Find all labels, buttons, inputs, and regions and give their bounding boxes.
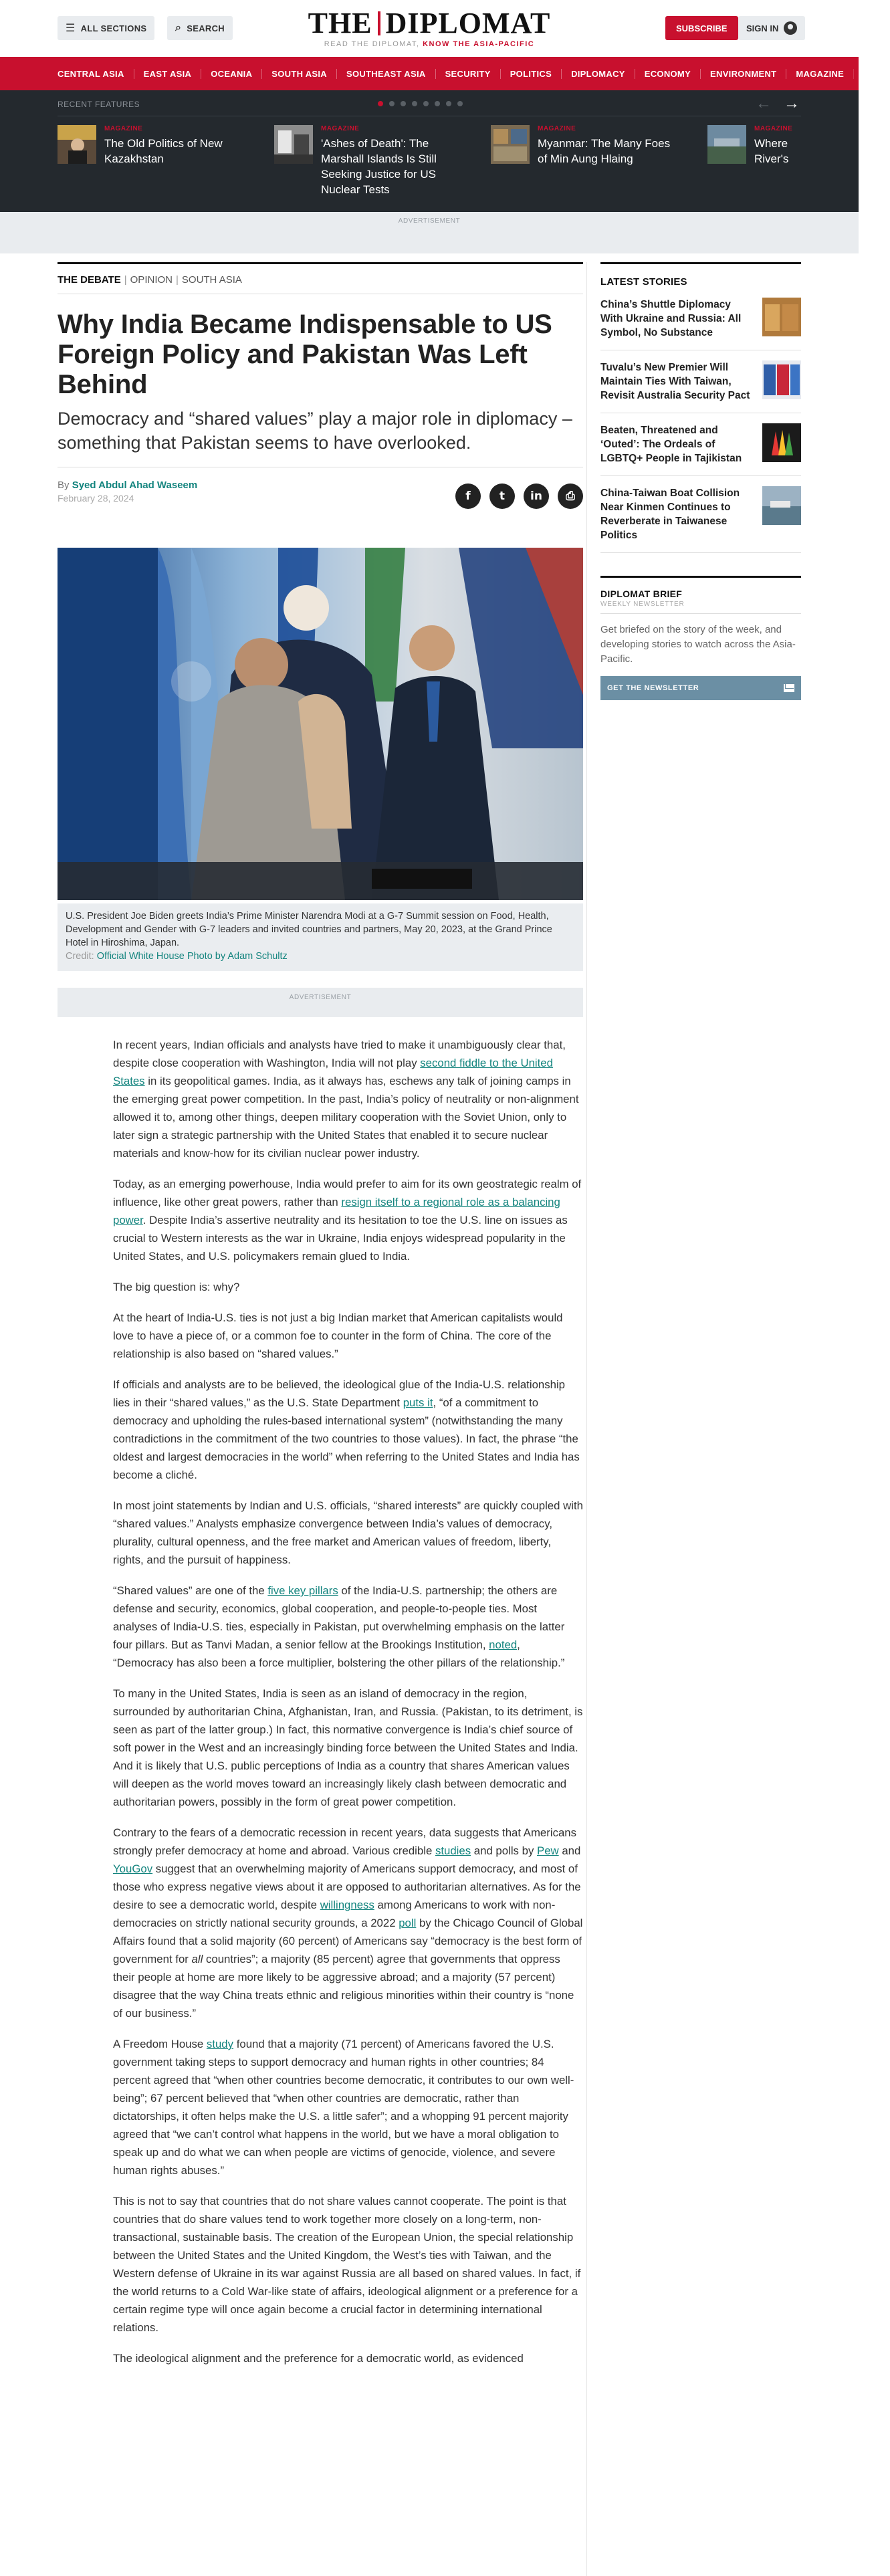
credit-link[interactable]: Official White House Photo by Adam Schultz xyxy=(96,951,288,962)
breadcrumb-type[interactable]: OPINION xyxy=(130,274,173,286)
feature-title: 'Ashes of Death': The Marshall Islands Is Still Seeking Justice for US Nuclear Tests xyxy=(321,137,437,196)
article-paragraph xyxy=(113,1824,583,2022)
latest-story-title[interactable]: China’s Shuttle Diplomacy With Ukraine and Russia: All Symbol, No Substance xyxy=(600,299,742,338)
publish-date: February 28, 2024 xyxy=(58,493,134,504)
paragraph-text: and xyxy=(558,1844,581,1857)
paragraph-text: “Shared values” are one of the xyxy=(113,1584,268,1597)
paragraph-text: in its geopolitical games. India, as it always has, eschews any talk of joining camps in the emerging great power competition. In the past, India’s policy of neutrality or non-alignment allowed it to, among other things, deepen military cooperation with the Soviet Union, only to later sign a strategic partnership with the United States that enabled it to secure nuclear materials and know-how for its civilian nuclear power industry. xyxy=(113,1075,579,1160)
feature-kicker: MAGAZINE xyxy=(754,125,793,132)
breadcrumb-region[interactable]: SOUTH ASIA xyxy=(181,274,242,286)
article-paragraph xyxy=(113,1175,583,1265)
sidebar-top-rule xyxy=(600,262,801,264)
nav-item-east-asia[interactable]: EAST ASIA xyxy=(134,69,201,79)
search-icon: ⌕ xyxy=(175,22,182,33)
latest-story-thumbnail xyxy=(762,423,801,462)
arrow-left-icon[interactable]: ← xyxy=(756,94,772,112)
facebook-icon[interactable]: f xyxy=(455,484,481,509)
feature-title: Where River's xyxy=(754,137,789,165)
inline-link[interactable]: study xyxy=(206,2038,234,2050)
carousel-dot[interactable] xyxy=(389,101,395,106)
paragraph-text: Contrary to the fears of a democratic recession in recent years, data suggests that Americans strongly prefer democracy at home and abroad. Various credible xyxy=(113,1826,577,1857)
carousel-dot[interactable] xyxy=(412,101,417,106)
latest-story[interactable] xyxy=(600,476,801,553)
article-paragraph xyxy=(113,1376,583,1484)
latest-story[interactable] xyxy=(600,413,801,476)
nav-item-environment[interactable]: ENVIRONMENT xyxy=(700,69,786,79)
nav-item-diplomacy[interactable]: DIPLOMACY xyxy=(561,69,635,79)
twitter-icon[interactable]: t xyxy=(489,484,515,509)
paragraph-text: , “of a commitment to democracy and upholding the rules-based international system” (notwithstanding the many contradictions in the commitment of the two countries to those values). In fact, the phrase “the oldest and largest democracies in the world” when referring to the United States and India has become a cliché. xyxy=(113,1396,580,1481)
inline-link[interactable]: willingness xyxy=(320,1899,374,1911)
logo-the: THE xyxy=(308,7,372,39)
feature-card[interactable] xyxy=(707,125,801,167)
newsletter-box xyxy=(600,576,801,700)
mail-icon xyxy=(784,684,794,692)
newsletter-title: DIPLOMAT BRIEF xyxy=(600,588,683,599)
article-paragraph xyxy=(113,1036,583,1162)
article-paragraph xyxy=(113,1309,583,1363)
nav-item-economy[interactable]: ECONOMY xyxy=(635,69,700,79)
article-body xyxy=(58,1036,583,2367)
latest-story-title[interactable]: China-Taiwan Boat Collision Near Kinmen Continues to Reverberate in Taiwanese Politics xyxy=(600,488,740,541)
inline-link[interactable]: poll xyxy=(399,1917,417,1929)
author-link[interactable]: Syed Abdul Ahad Waseem xyxy=(72,479,198,491)
latest-stories-title: LATEST STORIES xyxy=(600,276,687,288)
nav-item-oceania[interactable]: OCEANIA xyxy=(201,69,261,79)
recent-features xyxy=(0,90,859,212)
paragraph-text: In most joint statements by Indian and U.S. officials, “shared interests” are quickly coupled with “shared values.” Analysts emphasize convergence between India’s values of democracy, plurality, cultural openness, and the free market and American values of freedom, liberty, rights, and the pursuit of happiness. xyxy=(113,1499,583,1566)
hero-image xyxy=(58,548,583,900)
menu-icon: ☰ xyxy=(66,23,76,34)
carousel-dot[interactable] xyxy=(401,101,406,106)
inline-advertisement xyxy=(58,988,583,1017)
logo-tagline: READ THE DIPLOMAT, KNOW THE ASIA-PACIFIC xyxy=(324,40,535,48)
article-paragraph xyxy=(113,1582,583,1672)
latest-story-thumbnail xyxy=(762,298,801,336)
emphasis-text: all xyxy=(191,1953,203,1965)
newsletter-divider xyxy=(600,613,801,614)
nav-item-south-asia[interactable]: SOUTH ASIA xyxy=(261,69,336,79)
paragraph-text: of the India-U.S. partnership; the others are defense and security, economics, global cooperation, and people-to-people ties. Most analyses of India-U.S. ties, especially in Pakistan, put overwhelming emphasis on the latter four pillars. But as Tanvi Madan, a senior fellow at the Brookings Institution, xyxy=(113,1584,565,1651)
article-top-rule xyxy=(58,262,583,264)
logo-divider xyxy=(378,11,380,35)
carousel-arrows xyxy=(756,94,800,113)
newsletter-subtitle: WEEKLY NEWSLETTER xyxy=(600,601,685,608)
byline xyxy=(58,479,583,521)
feature-kicker: MAGAZINE xyxy=(538,125,576,132)
newsletter-description: Get briefed on the story of the week, and developing stories to watch across the Asia-Pacific. xyxy=(600,624,796,665)
latest-story-title[interactable]: Tuvalu’s New Premier Will Maintain Ties With Taiwan, Revisit Australia Security Pact xyxy=(600,362,750,401)
article-paragraph xyxy=(113,2192,583,2337)
paragraph-text: , “Democracy has also been a force multiplier, bolstering the other pillars of the relationship.” xyxy=(113,1638,565,1669)
paragraph-text: countries”; a majority (85 percent) agree that governments that oppress their people at home are more likely to be aggressive abroad; and a majority (57 percent) disagree that the way China treats ethnic and religious minorities within their country is “none of our business.” xyxy=(113,1953,574,2020)
latest-story[interactable] xyxy=(600,288,801,350)
feature-thumbnail xyxy=(274,125,313,164)
article-paragraph xyxy=(113,2035,583,2179)
feature-card[interactable] xyxy=(491,125,678,167)
paragraph-text: by the Chicago Council of Global Affairs found that a solid majority (60 percent) of Americans say “democracy is the best form of government for xyxy=(113,1917,583,1965)
share-buttons xyxy=(455,484,583,509)
paragraph-text: and polls by xyxy=(471,1844,537,1857)
linkedin-icon[interactable]: in xyxy=(524,484,549,509)
site-header xyxy=(0,0,859,57)
paragraph-text: Today, as an emerging powerhouse, India would prefer to aim for its own geostrategic realm of influence, like other great powers, rather than xyxy=(113,1178,582,1208)
column-divider xyxy=(586,262,587,2576)
carousel-dots xyxy=(378,101,463,106)
advertisement-label: ADVERTISEMENT xyxy=(289,994,352,1001)
inline-link[interactable]: studies xyxy=(435,1844,471,1857)
paragraph-text: found that a majority (71 percent) of Americans favored the U.S. government taking steps to support democracy and human rights in other countries; 84 percent agreed that “when other countries become democratic, it contributes to our own well-being”; 67 percent believed that “when other countries are democratic, rather than dictatorships, it often helps make the U.S. a little safer”; and a whopping 91 percent majority agreed that “we can’t control what happens in the world, but we have a moral obligation to speak up and do what we can when people are victims of genocide, violence, and severe human rights abuses.” xyxy=(113,2038,574,2177)
image-caption xyxy=(58,903,583,971)
latest-story[interactable] xyxy=(600,350,801,413)
article-paragraph xyxy=(113,1685,583,1811)
carousel-dot[interactable] xyxy=(446,101,451,106)
inline-link[interactable]: YouGov xyxy=(113,1862,153,1875)
carousel-dot[interactable] xyxy=(423,101,429,106)
paragraph-text: In recent years, Indian officials and analysts have tried to make it unambiguously clear that, despite close cooperation with Washington, India will not play xyxy=(113,1039,566,1069)
inline-link[interactable]: five key pillars xyxy=(267,1584,338,1597)
nav-item-southeast-asia[interactable]: SOUTHEAST ASIA xyxy=(336,69,435,79)
paragraph-text: The ideological alignment and the preference for a democratic world, as evidenced xyxy=(113,2352,524,2365)
all-sections-label: ALL SECTIONS xyxy=(80,23,147,33)
feature-thumbnail xyxy=(491,125,530,164)
advertisement-label: ADVERTISEMENT xyxy=(398,217,461,225)
nav-item-central-asia[interactable]: CENTRAL ASIA xyxy=(58,68,124,79)
inline-link[interactable]: resign itself to a regional role as a balancing power xyxy=(113,1196,560,1226)
user-icon xyxy=(784,21,797,35)
article-paragraph xyxy=(113,1278,583,1296)
newsletter-top-rule xyxy=(600,576,801,578)
article-dek: Democracy and “shared values” play a major role in diplomacy – something that Pakistan seems to have overlooked. xyxy=(58,409,572,453)
inline-link[interactable]: noted xyxy=(489,1638,518,1651)
section-nav xyxy=(0,57,881,90)
carousel-dot[interactable] xyxy=(435,101,440,106)
search-label: SEARCH xyxy=(187,23,225,33)
recent-features-label: RECENT FEATURES xyxy=(58,100,140,109)
carousel-dot[interactable] xyxy=(378,101,383,106)
advertisement-banner xyxy=(0,212,859,253)
get-newsletter-button[interactable] xyxy=(600,676,801,700)
byline-prefix: By xyxy=(58,479,70,491)
breadcrumb: THE DEBATE | OPINION | SOUTH ASIA xyxy=(58,274,242,286)
latest-story-thumbnail xyxy=(762,360,801,399)
paragraph-text: . Despite India’s assertive neutrality and its hesitation to toe the U.S. line on issues as crucial to Western interests as the war in Ukraine, India enjoys widespread popularity in the United States, and U.S. policymakers remain glued to India. xyxy=(113,1214,568,1263)
article-paragraph xyxy=(113,1497,583,1569)
print-icon[interactable]: ⎙ xyxy=(558,484,583,509)
logo-name: DIPLOMAT xyxy=(385,7,551,39)
feature-title: Myanmar: The Many Foes of Min Aung Hlaing xyxy=(538,137,671,165)
caption-text: U.S. President Joe Biden greets India’s Prime Minister Narendra Modi at a G-7 Summit session on Food, Health, Development and Gender with G-7 leaders and invited countries and partners, May 20, 2023, at the Grand Prince Hotel in Hiroshima, Japan. xyxy=(66,911,552,948)
nav-item-overflow[interactable]: ALL xyxy=(853,69,890,79)
sidebar xyxy=(600,262,801,700)
paragraph-text: suggest that an overwhelming majority of Americans support democracy, and most of those who express negative views about it are opposed to authoritarian alternatives. As for the desire to see a democratic world, despite xyxy=(113,1862,581,1911)
sign-in-button[interactable] xyxy=(738,16,805,40)
paragraph-text: This is not to say that countries that do not share values cannot cooperate. The point is that countries that do share values tend to work together more closely on a long-term, non-transactional, sustainable basis. The creation of the European Union, the special relationship between the United States and the United Kingdom, the West’s ties with Taiwan, and the Western defense of Ukraine in its war against Russia are all based on shared values. In fact, if the world returns to a Cold War-like state of affairs, ideological alignment or a preference for a certain regime type will once again become a crucial factor in determining international relations. xyxy=(113,2195,581,2334)
feature-kicker: MAGAZINE xyxy=(321,125,360,132)
article-headline: Why India Became Indispensable to US Foreign Policy and Pakistan Was Left Behind xyxy=(58,310,552,399)
paragraph-text: To many in the United States, India is seen as an island of democracy in the region, surrounded by authoritarian China, Afghanistan, Iran, and Russia. (Pakistan, to its detriment, is seen as part of the latter group.) In fact, this normative convergence is India’s chief source of soft power in the West and an increasingly binding force between the United States and India. And it is likely that U.S. public perceptions of India as a country that shares American values will deepen as the world moves toward an increasingly likely clash between democratic and authoritarian powers, possibly in the form of great power competition. xyxy=(113,1687,583,1808)
feature-card[interactable] xyxy=(274,125,461,197)
nav-item-security[interactable]: SECURITY xyxy=(435,69,500,79)
inline-link[interactable]: puts it xyxy=(403,1396,433,1409)
nav-item-magazine[interactable]: MAGAZINE xyxy=(786,69,853,79)
get-newsletter-label: GET THE NEWSLETTER xyxy=(607,684,699,692)
paragraph-text: A Freedom House xyxy=(113,2038,207,2050)
feature-kicker: MAGAZINE xyxy=(104,125,143,132)
latest-story-thumbnail xyxy=(762,486,801,525)
subscribe-button[interactable]: SUBSCRIBE xyxy=(665,16,738,40)
feature-title: The Old Politics of New Kazakhstan xyxy=(104,137,223,165)
paragraph-text: The big question is: why? xyxy=(113,1281,240,1293)
inline-link[interactable]: second fiddle to the United States xyxy=(113,1057,553,1087)
carousel-dot[interactable] xyxy=(457,101,463,106)
inline-link[interactable]: Pew xyxy=(537,1844,559,1857)
paragraph-text: If officials and analysts are to be believed, the ideological glue of the India-U.S. relationship lies in their “shared values,” as the U.S. State Department xyxy=(113,1378,566,1409)
article xyxy=(58,262,583,2380)
feature-thumbnail xyxy=(58,125,96,164)
sign-in-label: SIGN IN xyxy=(746,23,779,33)
latest-story-title[interactable]: Beaten, Threatened and ‘Outed’: The Ordeals of LGBTQ+ People in Tajikistan xyxy=(600,425,742,464)
breadcrumb-section[interactable]: THE DEBATE xyxy=(58,274,121,286)
image-credit: Credit: Official White House Photo by Adam Schultz xyxy=(66,951,288,962)
paragraph-text: At the heart of India-U.S. ties is not just a big Indian market that American capitalists would love to have a piece of, or a common foe to counter in the form of China. The core of the relationship is also based on “shared values.” xyxy=(113,1311,563,1360)
feature-thumbnail xyxy=(707,125,746,164)
paragraph-text: among Americans to work with non-democracies on strictly national security grounds, a 2022 xyxy=(113,1899,556,1929)
article-paragraph xyxy=(113,2349,583,2367)
nav-item-politics[interactable]: POLITICS xyxy=(500,69,561,79)
arrow-right-icon[interactable]: → xyxy=(784,94,800,112)
feature-card[interactable] xyxy=(58,125,238,167)
